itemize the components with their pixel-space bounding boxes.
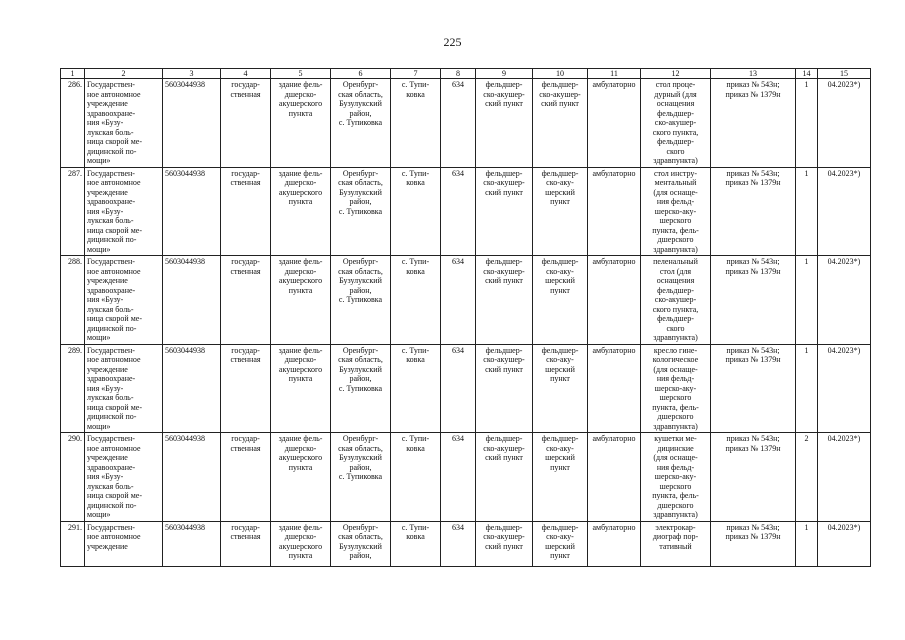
col-header: 11 [588,69,641,79]
building: здание фель- дшерско- акушерского пункта [271,344,331,433]
table-row [61,167,871,256]
equipment: кушетки ме- дицинские (для оснаще- ния фельд- шерско-аку- шерского пункта, фель- дшерского здравпункта) [641,433,711,522]
organization-name: Государствен- ное автономное учреждение здравоохране- ния «Бузу- лукская боль- ница скорой ме- дицинской по- мощи» [85,344,163,433]
col-header: 10 [533,69,588,79]
locality: с. Тупи- ковка [391,521,441,566]
quantity: 1 [796,521,818,566]
row-number: 289. [61,344,85,433]
organization-name: Государствен- ное автономное учреждение [85,521,163,566]
table-row [61,256,871,345]
col-header: 2 [85,69,163,79]
inn: 5603044938 [163,79,221,168]
unit-name: фельдшер- ско-аку- шерский пункт [533,344,588,433]
building: здание фель- дшерско- акушерского пункта [271,521,331,566]
row-number: 287. [61,167,85,256]
header-row [61,69,871,79]
col-header: 7 [391,69,441,79]
row-number: 286. [61,79,85,168]
col-header: 6 [331,69,391,79]
equipment: пеленальный стол (для оснащения фельдшер- ско-акушер- ского пункта, фельдшер- ского здравпункта) [641,256,711,345]
inn: 5603044938 [163,433,221,522]
col-header: 4 [221,69,271,79]
date: 04.2023*) [818,256,871,345]
code: 634 [441,521,476,566]
date: 04.2023*) [818,167,871,256]
address: Оренбург- ская область, Бузулукский район, с. Тупиковка [331,256,391,345]
row-number: 290. [61,433,85,522]
ownership: государ- ственная [221,256,271,345]
locality: с. Тупи- ковка [391,167,441,256]
ownership: государ- ственная [221,521,271,566]
care-form: амбулаторно [588,344,641,433]
date: 04.2023*) [818,521,871,566]
unit-type: фельдшер- ско-акушер- ский пункт [476,167,533,256]
order-ref: приказ № 543н; приказ № 1379н [711,167,796,256]
equipment: стол проце- дурный (для оснащения фельдшер- ско-акушер- ского пункта, фельдшер- ского здравпункта) [641,79,711,168]
col-header: 9 [476,69,533,79]
col-header: 15 [818,69,871,79]
table-row [61,79,871,168]
code: 634 [441,79,476,168]
col-header: 12 [641,69,711,79]
care-form: амбулаторно [588,79,641,168]
ownership: государ- ственная [221,433,271,522]
ownership: государ- ственная [221,167,271,256]
ownership: государ- ственная [221,344,271,433]
unit-type: фельдшер- ско-акушер- ский пункт [476,79,533,168]
code: 634 [441,433,476,522]
organization-name: Государствен- ное автономное учреждение здравоохране- ния «Бузу- лукская боль- ница скорой ме- дицинской по- мощи» [85,79,163,168]
order-ref: приказ № 543н; приказ № 1379н [711,344,796,433]
date: 04.2023*) [818,344,871,433]
col-header: 5 [271,69,331,79]
order-ref: приказ № 543н; приказ № 1379н [711,256,796,345]
code: 634 [441,344,476,433]
quantity: 1 [796,256,818,345]
building: здание фель- дшерско- акушерского пункта [271,167,331,256]
building: здание фель- дшерско- акушерского пункта [271,256,331,345]
code: 634 [441,167,476,256]
ownership: государ- ственная [221,79,271,168]
table-row [61,433,871,522]
inn: 5603044938 [163,256,221,345]
row-number: 288. [61,256,85,345]
col-header: 13 [711,69,796,79]
locality: с. Тупи- ковка [391,344,441,433]
registry-table [60,68,871,567]
col-header: 14 [796,69,818,79]
quantity: 1 [796,79,818,168]
col-header: 8 [441,69,476,79]
inn: 5603044938 [163,344,221,433]
equipment: кресло гине- кологическое (для оснаще- ния фельд- шерско-аку- шерского пункта, фель- дшерского здравпункта) [641,344,711,433]
building: здание фель- дшерско- акушерского пункта [271,433,331,522]
unit-type: фельдшер- ско-акушер- ский пункт [476,433,533,522]
unit-type: фельдшер- ско-акушер- ский пункт [476,521,533,566]
address: Оренбург- ская область, Бузулукский район, с. Тупиковка [331,433,391,522]
address: Оренбург- ская область, Бузулукский район, с. Тупиковка [331,79,391,168]
inn: 5603044938 [163,167,221,256]
order-ref: приказ № 543н; приказ № 1379н [711,521,796,566]
inn: 5603044938 [163,521,221,566]
address: Оренбург- ская область, Бузулукский район, с. Тупиковка [331,167,391,256]
unit-type: фельдшер- ско-акушер- ский пункт [476,256,533,345]
col-header: 3 [163,69,221,79]
locality: с. Тупи- ковка [391,79,441,168]
organization-name: Государствен- ное автономное учреждение здравоохране- ния «Бузу- лукская боль- ница скорой ме- дицинской по- мощи» [85,167,163,256]
row-number: 291. [61,521,85,566]
unit-type: фельдшер- ско-акушер- ский пункт [476,344,533,433]
unit-name: фельдшер- ско-аку- шерский пункт [533,167,588,256]
unit-name: фельдшер- ско-акушер- ский пункт [533,79,588,168]
table-row [61,344,871,433]
code: 634 [441,256,476,345]
date: 04.2023*) [818,79,871,168]
locality: с. Тупи- ковка [391,433,441,522]
address: Оренбург- ская область, Бузулукский район, [331,521,391,566]
date: 04.2023*) [818,433,871,522]
order-ref: приказ № 543н; приказ № 1379н [711,79,796,168]
page-number: 225 [443,35,462,49]
table-row [61,521,871,566]
quantity: 1 [796,167,818,256]
care-form: амбулаторно [588,167,641,256]
unit-name: фельдшер- ско-аку- шерский пункт [533,433,588,522]
organization-name: Государствен- ное автономное учреждение здравоохране- ния «Бузу- лукская боль- ница скорой ме- дицинской по- мощи» [85,256,163,345]
equipment: электрокар- диограф пор- тативный [641,521,711,566]
equipment: стол инстру- ментальный (для оснаще- ния фельд- шерско-аку- шерского пункта, фель- дшерского здравпункта) [641,167,711,256]
address: Оренбург- ская область, Бузулукский район, с. Тупиковка [331,344,391,433]
col-header: 1 [61,69,85,79]
care-form: амбулаторно [588,256,641,345]
quantity: 1 [796,344,818,433]
unit-name: фельдшер- ско-аку- шерский пункт [533,521,588,566]
unit-name: фельдшер- ско-аку- шерский пункт [533,256,588,345]
care-form: амбулаторно [588,433,641,522]
quantity: 2 [796,433,818,522]
order-ref: приказ № 543н; приказ № 1379н [711,433,796,522]
organization-name: Государствен- ное автономное учреждение здравоохране- ния «Бузу- лукская боль- ница скорой ме- дицинской по- мощи» [85,433,163,522]
locality: с. Тупи- ковка [391,256,441,345]
care-form: амбулаторно [588,521,641,566]
building: здание фель- дшерско- акушерского пункта [271,79,331,168]
